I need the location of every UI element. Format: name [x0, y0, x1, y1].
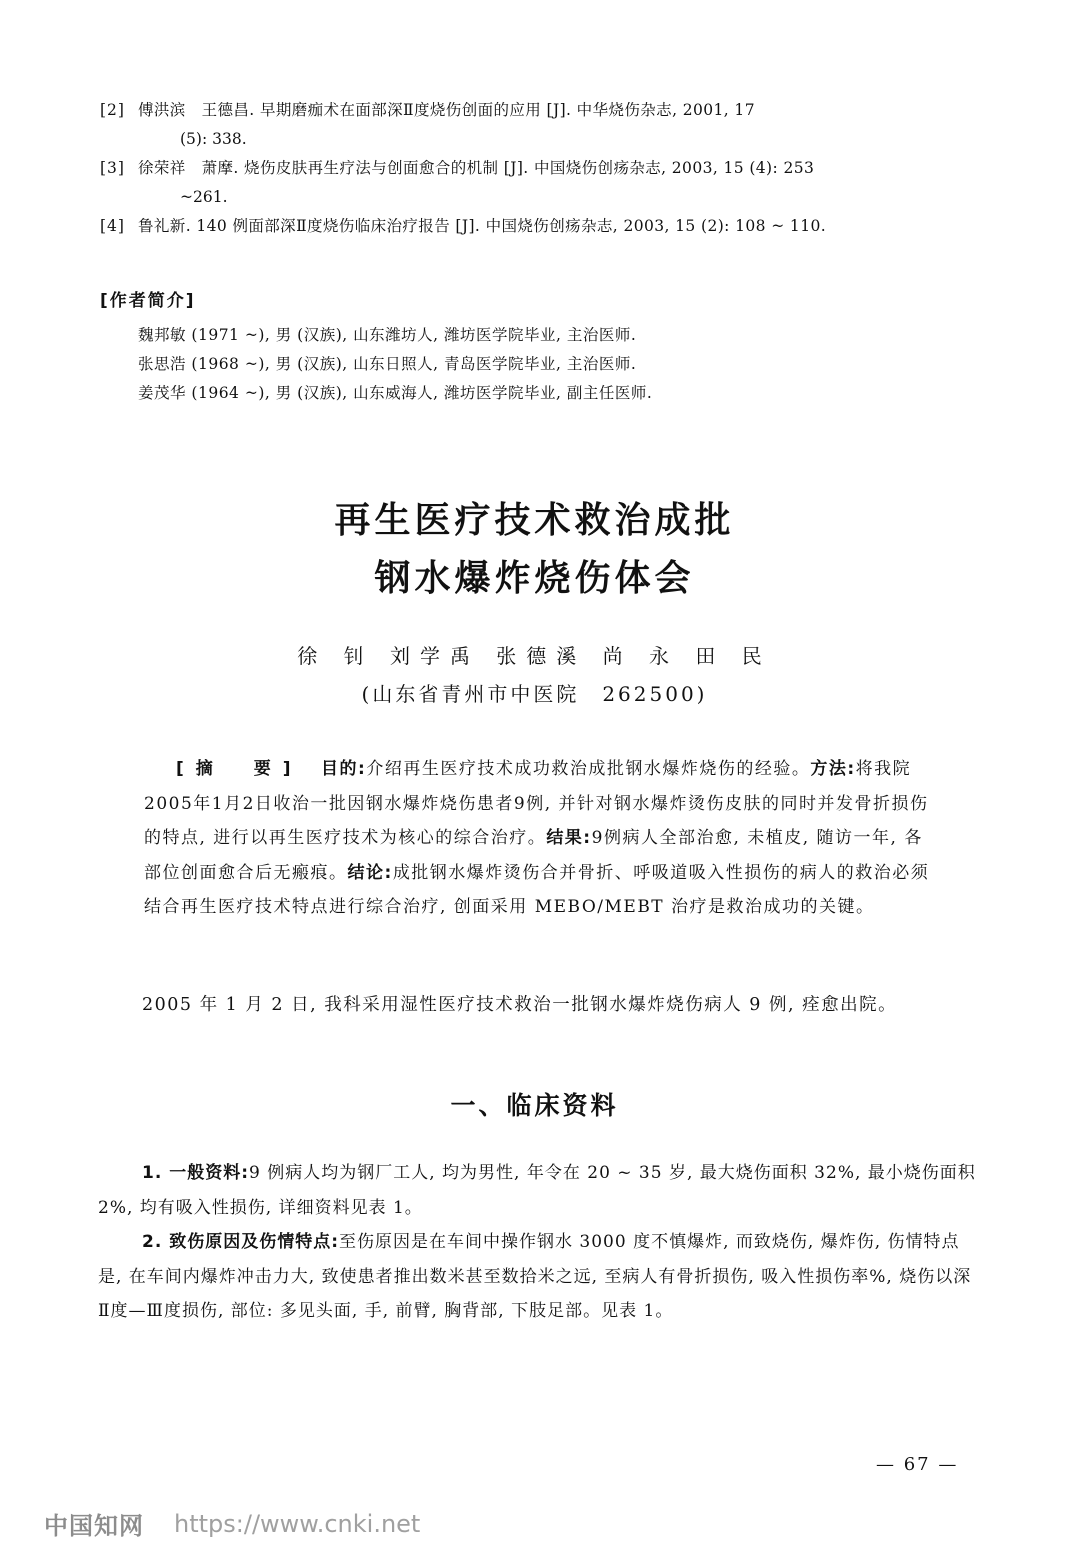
reference-text: 徐荣祥 萧摩. 烧伤皮肤再生疗法与创面愈合的机制 [J]. 中国烧伤创疡杂志, 2003, 15 (4): 253	[138, 159, 815, 177]
author-bio	[100, 286, 980, 408]
reference-number: [3]	[100, 159, 125, 177]
reference-item	[100, 154, 980, 183]
body-paragraph	[98, 1156, 978, 1225]
body-paragraph	[98, 1225, 978, 1329]
reference-continuation: ~261.	[180, 188, 228, 206]
abstract-result-label: 结果:	[546, 828, 592, 848]
article-affiliation: (山东省青州市中医院 262500)	[361, 682, 708, 706]
author-bio-heading: [作者简介]	[100, 291, 196, 311]
abstract-method-label: 方法:	[810, 759, 856, 779]
paragraph-text: 至伤原因是在车间中操作钢水 3000 度不慎爆炸, 而致烧伤, 爆炸伤, 伤情特点是, 在车间内爆炸冲击力大, 致使患者推出数米甚至数拾米之远, 至病人有骨折损伤, 吸入性损伤率%, 烧伤以深Ⅱ度—Ⅲ度损伤, 部位: 多见头面, 手, 前臂, 胸背部, 下肢足部。见表 1。	[98, 1232, 972, 1321]
author-bio-item: 魏邦敏 (1971 ~), 男 (汉族), 山东潍坊人, 潍坊医学院毕业, 主治医师.	[138, 326, 637, 344]
section-body	[98, 1156, 978, 1329]
reference-number: [4]	[100, 217, 125, 235]
article-title-line: 再生医疗技术救治成批	[334, 500, 735, 541]
paragraph-label: 1. 一般资料:	[142, 1163, 250, 1183]
article-authors: 徐 钊 刘学禹 张德溪 尚 永 田 民	[297, 644, 772, 668]
author-bio-item: 张思浩 (1968 ~), 男 (汉族), 山东日照人, 青岛医学院毕业, 主治医师.	[138, 355, 637, 373]
abstract-heading: [摘 要]	[176, 759, 303, 779]
reference-number: [2]	[100, 101, 125, 119]
reference-item	[100, 212, 980, 241]
abstract-method: 将我院2005年1月2日收治一批因钢水爆炸烧伤患者9例, 并针对钢水爆炸烫伤皮肤的同时并发骨折损伤的特点, 进行以再生医疗技术为核心的综合治疗。	[144, 759, 929, 848]
intro-paragraph	[98, 988, 978, 1022]
paragraph-text: 9 例病人均为钢厂工人, 均为男性, 年令在 20 ~ 35 岁, 最大烧伤面积 32%, 最小烧伤面积 2%, 均有吸入性损伤, 详细资料见表 1。	[98, 1163, 976, 1218]
page-number: — 67 —	[876, 1454, 959, 1475]
cnki-url[interactable]: https://www.cnki.net	[174, 1509, 421, 1538]
section-heading: 一、临床资料	[450, 1091, 619, 1120]
reference-text: 傅洪滨 王德昌. 早期磨痂术在面部深Ⅱ度烧伤创面的应用 [J]. 中华烧伤杂志, 2001, 17	[138, 101, 755, 119]
abstract-result: 9例病人全部治愈, 未植皮, 随访一年, 各部位创面愈合后无瘢痕。	[144, 828, 923, 883]
abstract-paragraph	[144, 752, 934, 925]
reference-continuation: (5): 338.	[180, 130, 247, 148]
author-bio-item: 姜茂华 (1964 ~), 男 (汉族), 山东威海人, 潍坊医学院毕业, 副主任医师.	[138, 384, 653, 402]
watermark-footer	[44, 1506, 420, 1541]
abstract-conclusion-label: 结论:	[347, 862, 393, 883]
reference-list	[100, 96, 980, 241]
abstract-conclusion: 成批钢水爆炸烫伤合并骨折、呼吸道吸入性损伤的病人的救治必须结合再生医疗技术特点进行综合治疗, 创面采用 MEBO/MEBT 治疗是救治成功的关键。	[144, 862, 930, 917]
reference-text: 鲁礼新. 140 例面部深Ⅱ度烧伤临床治疗报告 [J]. 中国烧伤创疡杂志, 2003, 15 (2): 108 ~ 110.	[138, 217, 827, 235]
intro-text: 2005 年 1 月 2 日, 我科采用湿性医疗技术救治一批钢水爆炸烧伤病人 9 例, 痊愈出院。	[142, 995, 898, 1015]
reference-item	[100, 96, 980, 125]
paragraph-label: 2. 致伤原因及伤情特点:	[142, 1232, 340, 1252]
abstract	[144, 752, 934, 925]
abstract-purpose: 介绍再生医疗技术成功救治成批钢水爆炸烧伤的经验。	[366, 759, 811, 779]
article-title	[0, 492, 1069, 608]
article-title-line: 钢水爆炸烧伤体会	[374, 558, 695, 599]
cnki-logo: 中国知网	[44, 1512, 144, 1540]
abstract-purpose-label: 目的:	[321, 759, 367, 779]
author-bio-list	[100, 321, 980, 408]
